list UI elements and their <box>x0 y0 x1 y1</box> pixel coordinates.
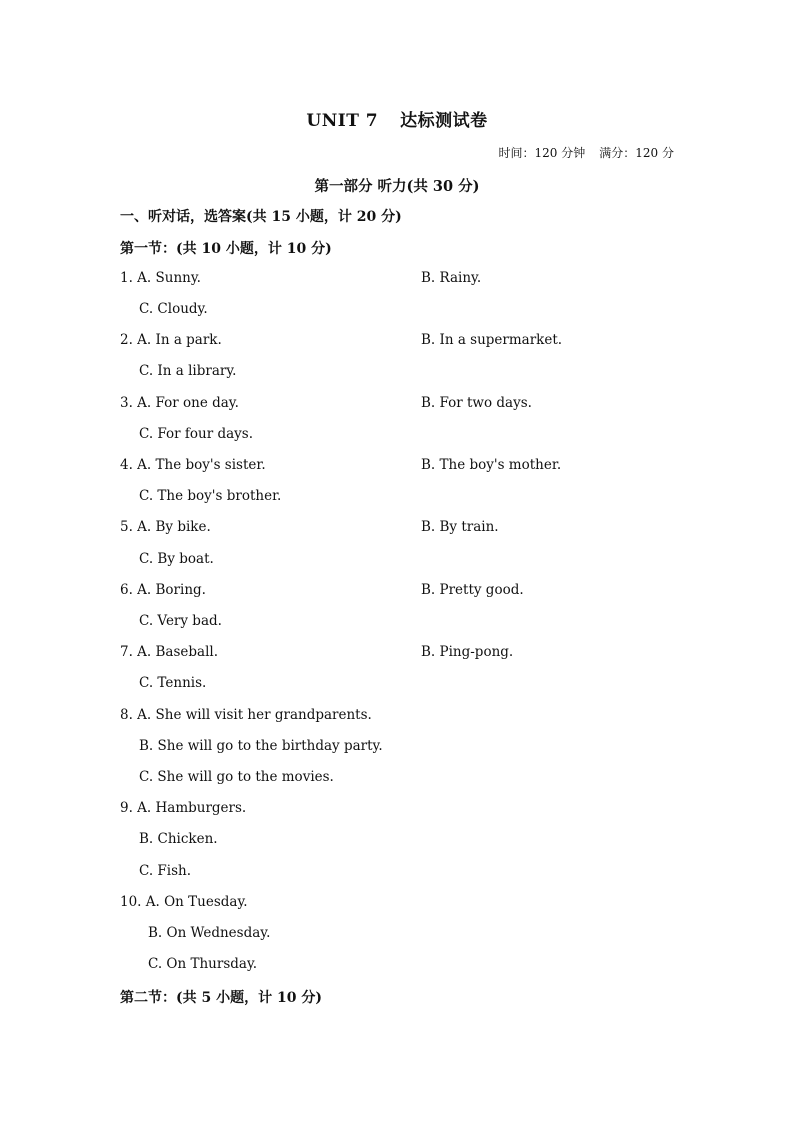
q2-option-a: 2. A. In a park. <box>120 332 222 348</box>
q5-option-a: 5. A. By bike. <box>120 519 211 535</box>
q1-option-b: B. Rainy. <box>421 270 482 286</box>
q10-option-b: B. On Wednesday. <box>148 925 271 941</box>
time-limit: 时间：120 分钟 <box>498 146 586 160</box>
q4-option-b: B. The boy's mother. <box>421 457 562 473</box>
q1-option-c: C. Cloudy. <box>139 301 208 317</box>
q4-option-c: C. The boy's brother. <box>139 488 282 504</box>
subsection-heading-1: 第一节：(共 10 小题，计 10 分) <box>120 241 332 257</box>
full-score: 满分：120 分 <box>599 146 674 160</box>
q9-option-a: 9. A. Hamburgers. <box>120 800 247 816</box>
q10-option-c: C. On Thursday. <box>148 956 258 972</box>
q9-option-b: B. Chicken. <box>139 831 218 847</box>
title-unit: UNIT 7 <box>306 111 379 131</box>
q5-option-b: B. By train. <box>421 519 499 535</box>
q7-option-b: B. Ping-pong. <box>421 644 514 660</box>
q2-option-c: C. In a library. <box>139 363 237 379</box>
page-title <box>0 106 794 131</box>
section-heading: 一、听对话，选答案(共 15 小题，计 20 分) <box>120 209 402 225</box>
q1-option-a: 1. A. Sunny. <box>120 270 201 286</box>
part-heading: 第一部分 听力(共 30 分) <box>314 178 480 195</box>
q8-option-b: B. She will go to the birthday party. <box>139 738 383 754</box>
q6-option-b: B. Pretty good. <box>421 582 524 598</box>
q3-option-a: 3. A. For one day. <box>120 395 239 411</box>
q2-option-b: B. In a supermarket. <box>421 332 563 348</box>
q3-option-c: C. For four days. <box>139 426 254 442</box>
q9-option-c: C. Fish. <box>139 863 192 879</box>
q5-option-c: C. By boat. <box>139 551 214 567</box>
q6-option-c: C. Very bad. <box>139 613 222 629</box>
title-name: 达标测试卷 <box>400 111 488 131</box>
q7-option-c: C. Tennis. <box>139 675 207 691</box>
q8-option-a: 8. A. She will visit her grandparents. <box>120 707 372 723</box>
subsection-heading-2: 第二节：(共 5 小题，计 10 分) <box>120 990 322 1006</box>
q4-option-a: 4. A. The boy's sister. <box>120 457 266 473</box>
q10-option-a: 10. A. On Tuesday. <box>120 894 248 910</box>
exam-meta <box>499 144 674 161</box>
q7-option-a: 7. A. Baseball. <box>120 644 219 660</box>
q3-option-b: B. For two days. <box>421 395 532 411</box>
q8-option-c: C. She will go to the movies. <box>139 769 334 785</box>
q6-option-a: 6. A. Boring. <box>120 582 206 598</box>
